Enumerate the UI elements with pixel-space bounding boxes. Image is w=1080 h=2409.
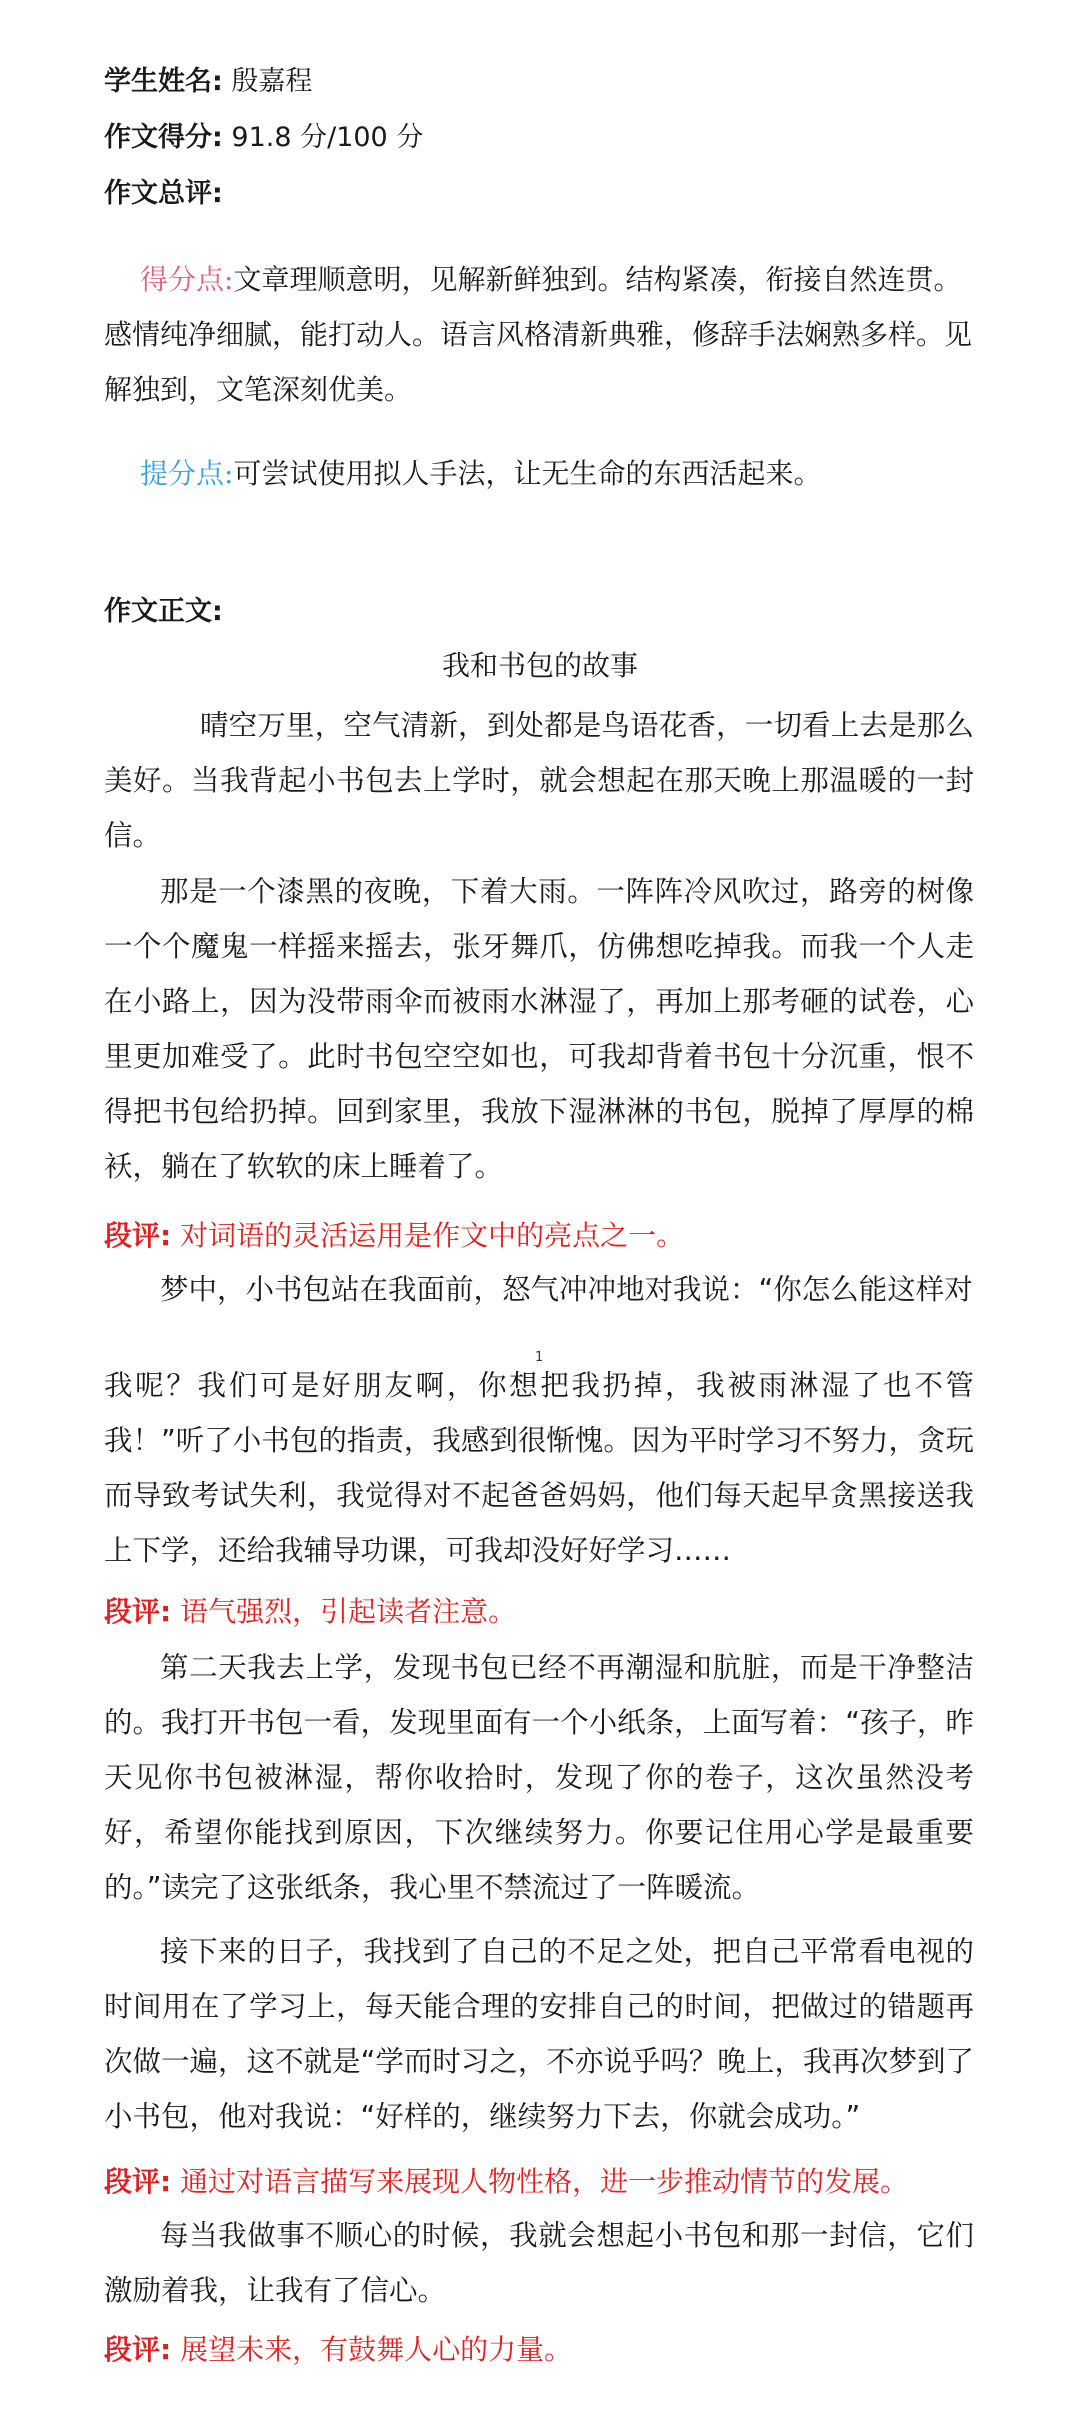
strengths-comment: [104, 252, 984, 417]
essay-paragraph: 那是一个漆黑的夜晚，下着大雨。一阵阵冷风吹过，路旁的树像一个个魔鬼一样摇来摇去，张牙舞爪，仿佛想吃掉我。而我一个人走在小路上，因为没带雨伞而被雨水淋湿了，再加上那考砸的试卷，心里更加难受了。此时书包空空如也，可我却背着书包十分沉重，恨不得把书包给扔掉。回到家里，我放下湿淋淋的书包，脱掉了厚厚的棉袄，躺在了软软的床上睡着了。: [104, 875, 974, 1183]
essay-paragraph: 接下来的日子，我找到了自己的不足之处，把自己平常看电视的时间用在了学习上，每天能合理的安排自己的时间，把做过的错题再次做一遍，这不就是“学而时习之，不亦说乎吗？晚上，我再次梦到了小书包，他对我说：“好样的，继续努力下去，你就会成功。”: [104, 1935, 974, 2133]
student-name-value: 殷嘉程: [231, 66, 313, 97]
paragraph-comment: [104, 1216, 984, 1256]
score-value: 91.8 分/100 分: [231, 122, 424, 153]
paragraph-comment-text: 对词语的灵活运用是作文中的亮点之一。: [180, 1219, 685, 1252]
student-name-label: 学生姓名:: [104, 66, 223, 97]
essay-paragraph: 梦中，小书包站在我面前，怒气冲冲地对我说：“你怎么能这样对: [160, 1273, 973, 1306]
essay-body-heading: [104, 592, 223, 632]
paragraph-comment: [104, 2162, 984, 2202]
strengths-text: 文章理顺意明，见解新鲜独到。结构紧凑，衔接自然连贯。感情纯净细腻，能打动人。语言风格清新典雅，修辞手法娴熟多样。见解独到，文笔深刻优美。: [104, 263, 973, 406]
paragraph-comment: [104, 1592, 984, 1632]
paragraph-comment-text: 展望未来，有鼓舞人心的力量。: [180, 2333, 573, 2366]
essay-title: 我和书包的故事: [441, 649, 638, 682]
paragraph-comment-label: 段评:: [104, 1595, 172, 1628]
student-name-line: [104, 62, 312, 102]
page-number: 1: [535, 1350, 544, 1365]
improvement-comment: [104, 446, 984, 501]
overall-review-heading: [104, 174, 223, 214]
paragraph-comment-label: 段评:: [104, 2333, 172, 2366]
score-label: 作文得分:: [104, 122, 223, 153]
improvement-text: 可尝试使用拟人手法，让无生命的东西活起来。: [233, 457, 822, 490]
score-line: [104, 118, 423, 158]
strengths-tag: 得分点:: [140, 263, 234, 296]
paragraph-comment-label: 段评:: [104, 2165, 172, 2198]
paragraph-comment-label: 段评:: [104, 1219, 172, 1252]
overall-review-label: 作文总评:: [104, 178, 223, 209]
essay-paragraph: 晴空万里，空气清新，到处都是鸟语花香，一切看上去是那么美好。当我背起小书包去上学时，就会想起在那天晚上那温暖的一封信。: [104, 709, 974, 852]
improvement-tag: 提分点:: [140, 457, 234, 490]
paragraph-comment: [104, 2330, 984, 2370]
essay-paragraph: 每当我做事不顺心的时候，我就会想起小书包和那一封信，它们激励着我，让我有了信心。: [104, 2219, 974, 2307]
essay-body-label: 作文正文:: [104, 596, 223, 627]
essay-paragraph: 我呢？我们可是好朋友啊，你想把我扔掉，我被雨淋湿了也不管我！”听了小书包的指责，我感到很惭愧。因为平时学习不努力，贪玩而导致考试失利，我觉得对不起爸爸妈妈，他们每天起早贪黑接送我上下学，还给我辅导功课，可我却没好好学习……: [104, 1369, 974, 1567]
paragraph-comment-text: 通过对语言描写来展现人物性格，进一步推动情节的发展。: [180, 2165, 909, 2198]
essay-paragraph: 第二天我去上学，发现书包已经不再潮湿和肮脏，而是干净整洁的。我打开书包一看，发现里面有一个小纸条，上面写着：“孩子，昨天见你书包被淋湿，帮你收拾时，发现了你的卷子，这次虽然没考好，希望你能找到原因，下次继续努力。你要记住用心学是最重要的。”读完了这张纸条，我心里不禁流过了一阵暖流。: [104, 1651, 974, 1904]
paragraph-comment-text: 语气强烈，引起读者注意。: [180, 1595, 517, 1628]
